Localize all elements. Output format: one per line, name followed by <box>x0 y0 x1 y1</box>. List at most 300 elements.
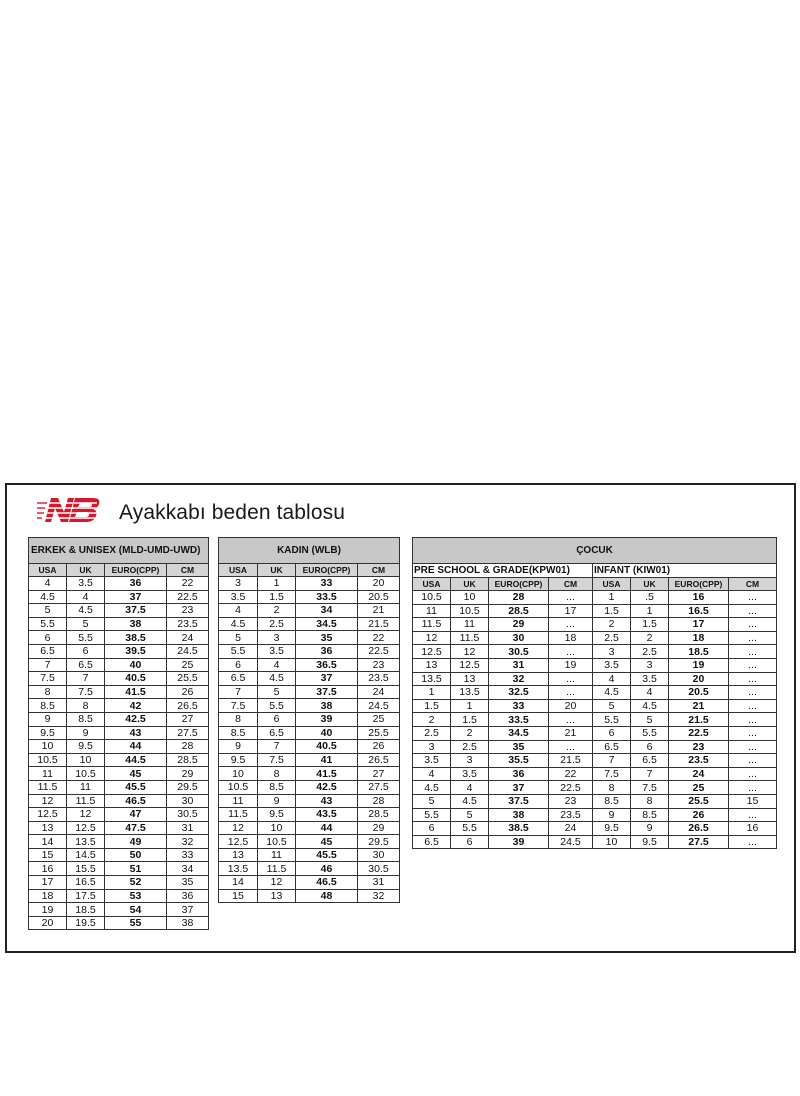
table-cell: 38 <box>105 617 167 631</box>
table-cell: 27.5 <box>167 726 209 740</box>
table-cell: 10.5 <box>219 780 258 794</box>
table-cell: 47 <box>105 808 167 822</box>
table-cell: 46 <box>296 862 358 876</box>
table-cell: 3 <box>593 645 631 659</box>
table-row <box>29 644 209 658</box>
table-cell: 38 <box>489 808 549 822</box>
table-cell: 28.5 <box>358 808 400 822</box>
table-row <box>29 862 209 876</box>
table-cell: 45 <box>296 835 358 849</box>
table-cell: 8 <box>258 767 296 781</box>
table-cell: 3.5 <box>451 767 489 781</box>
table-cell: ... <box>729 767 777 781</box>
infant-subtitle: INFANT (KIW01) <box>593 564 777 578</box>
table-cell: 5 <box>413 794 451 808</box>
table-cell: 40 <box>296 726 358 740</box>
table-cell: 24 <box>669 767 729 781</box>
table-cell: 3.5 <box>413 754 451 768</box>
table-cell: 44 <box>105 740 167 754</box>
table-cell: 27 <box>167 712 209 726</box>
table-cell: 5 <box>219 631 258 645</box>
table-row <box>413 740 777 754</box>
table-cell: ... <box>549 618 593 632</box>
table-cell: 6 <box>258 712 296 726</box>
table-cell: 32.5 <box>489 686 549 700</box>
table-row <box>219 753 400 767</box>
table-cell: 24 <box>358 685 400 699</box>
table-cell: 7 <box>219 685 258 699</box>
table-cell: 18 <box>669 631 729 645</box>
table-cell: 33.5 <box>489 713 549 727</box>
table-cell: 16.5 <box>669 604 729 618</box>
table-cell: 7.5 <box>258 753 296 767</box>
table-cell: ... <box>549 645 593 659</box>
table-cell: 11.5 <box>67 794 105 808</box>
size-chart-frame <box>5 483 796 953</box>
table-row <box>413 835 777 849</box>
table-row <box>29 617 209 631</box>
table-cell: 25 <box>358 712 400 726</box>
table-cell: 12 <box>258 876 296 890</box>
table-cell: 5.5 <box>219 644 258 658</box>
table-cell: 4 <box>451 781 489 795</box>
table-row <box>29 835 209 849</box>
table-cell: 29 <box>167 767 209 781</box>
women-table-title: KADIN (WLB) <box>219 538 400 564</box>
column-header: UK <box>258 564 296 577</box>
table-cell: 54 <box>105 903 167 917</box>
table-cell: 10 <box>451 591 489 605</box>
table-cell: 38.5 <box>489 822 549 836</box>
table-cell: 5.5 <box>258 699 296 713</box>
table-cell: 16 <box>669 591 729 605</box>
table-cell: 7.5 <box>219 699 258 713</box>
table-row <box>29 753 209 767</box>
table-cell: 29.5 <box>358 835 400 849</box>
table-cell: 38 <box>296 699 358 713</box>
table-cell: 15 <box>29 848 67 862</box>
table-cell: 13 <box>451 672 489 686</box>
table-row <box>219 631 400 645</box>
table-cell: 3.5 <box>219 590 258 604</box>
table-cell: ... <box>729 713 777 727</box>
table-cell: 13.5 <box>451 686 489 700</box>
table-cell: 28.5 <box>489 604 549 618</box>
table-cell: 3.5 <box>593 658 631 672</box>
table-cell: 12.5 <box>29 808 67 822</box>
table-cell: 8.5 <box>631 808 669 822</box>
women-size-table <box>218 537 400 903</box>
table-cell: 12.5 <box>219 835 258 849</box>
table-cell: 48 <box>296 889 358 903</box>
table-cell: 1 <box>593 591 631 605</box>
table-cell: 23 <box>669 740 729 754</box>
table-cell: 7.5 <box>29 672 67 686</box>
table-cell: 36 <box>296 644 358 658</box>
table-row <box>219 577 400 591</box>
table-cell: 46.5 <box>296 876 358 890</box>
table-cell: 9 <box>67 726 105 740</box>
table-cell: 12 <box>451 645 489 659</box>
table-cell: 16 <box>729 822 777 836</box>
table-cell: 7 <box>258 740 296 754</box>
table-cell: 6 <box>29 631 67 645</box>
table-cell: 24 <box>167 631 209 645</box>
table-cell: 9.5 <box>631 835 669 849</box>
table-cell: 10 <box>67 753 105 767</box>
table-cell: 3.5 <box>631 672 669 686</box>
table-row <box>29 685 209 699</box>
table-cell: 1.5 <box>631 618 669 632</box>
table-cell: 11.5 <box>413 618 451 632</box>
table-cell: 28.5 <box>167 753 209 767</box>
table-cell: 17 <box>669 618 729 632</box>
table-cell: 18 <box>549 631 593 645</box>
table-row <box>219 808 400 822</box>
table-cell: 13 <box>258 889 296 903</box>
table-row <box>29 658 209 672</box>
table-cell: 16 <box>29 862 67 876</box>
table-cell: 37.5 <box>296 685 358 699</box>
table-cell: 20 <box>358 577 400 591</box>
table-cell: 2.5 <box>593 631 631 645</box>
table-cell: 4.5 <box>413 781 451 795</box>
table-cell: 5 <box>451 808 489 822</box>
table-cell: 23.5 <box>358 672 400 686</box>
table-cell: 37 <box>489 781 549 795</box>
men-table-title: ERKEK & UNISEX (MLD-UMD-UWD) <box>29 538 209 564</box>
table-cell: 5 <box>631 713 669 727</box>
table-cell: 20 <box>29 916 67 930</box>
kids-table-title: ÇOCUK <box>413 538 777 564</box>
table-cell: 10.5 <box>258 835 296 849</box>
table-cell: 13.5 <box>219 862 258 876</box>
table-row <box>219 617 400 631</box>
table-row <box>219 876 400 890</box>
table-cell: 14.5 <box>67 848 105 862</box>
table-cell: 37 <box>105 590 167 604</box>
table-cell: 2.5 <box>413 726 451 740</box>
table-row <box>413 808 777 822</box>
table-cell: 11.5 <box>451 631 489 645</box>
table-cell: 10.5 <box>29 753 67 767</box>
table-row <box>29 808 209 822</box>
table-cell: 1.5 <box>593 604 631 618</box>
table-cell: 26.5 <box>167 699 209 713</box>
table-cell: 35 <box>167 876 209 890</box>
table-cell: 11 <box>67 780 105 794</box>
column-header: UK <box>631 578 669 591</box>
table-cell: 1 <box>631 604 669 618</box>
table-cell: 31 <box>167 821 209 835</box>
table-cell: 31 <box>358 876 400 890</box>
table-cell: 21.5 <box>669 713 729 727</box>
table-cell: 7 <box>593 754 631 768</box>
table-cell: 3 <box>451 754 489 768</box>
table-row <box>219 699 400 713</box>
table-cell: 30 <box>489 631 549 645</box>
table-cell: 2 <box>451 726 489 740</box>
table-cell: 40.5 <box>296 740 358 754</box>
table-cell: 22.5 <box>358 644 400 658</box>
table-cell: 14 <box>219 876 258 890</box>
table-cell: 17 <box>29 876 67 890</box>
table-cell: 11 <box>413 604 451 618</box>
table-cell: 8 <box>631 794 669 808</box>
table-cell: 4 <box>258 658 296 672</box>
table-cell: 5.5 <box>67 631 105 645</box>
table-cell: 2 <box>413 713 451 727</box>
table-cell: 24.5 <box>167 644 209 658</box>
table-cell: ... <box>729 604 777 618</box>
table-cell: 13 <box>413 658 451 672</box>
table-cell: 26.5 <box>358 753 400 767</box>
table-cell: 23 <box>167 604 209 618</box>
table-cell: 9 <box>29 712 67 726</box>
table-cell: 17 <box>549 604 593 618</box>
table-cell: 7.5 <box>593 767 631 781</box>
table-cell: 33.5 <box>296 590 358 604</box>
table-cell: 50 <box>105 848 167 862</box>
table-cell: 38.5 <box>105 631 167 645</box>
table-cell: 45.5 <box>296 848 358 862</box>
table-row <box>29 726 209 740</box>
table-row <box>29 780 209 794</box>
table-cell: 34.5 <box>489 726 549 740</box>
table-cell: 8.5 <box>219 726 258 740</box>
table-row <box>219 685 400 699</box>
table-cell: 9 <box>219 740 258 754</box>
table-cell: ... <box>729 631 777 645</box>
table-cell: ... <box>729 835 777 849</box>
table-cell: 26.5 <box>669 822 729 836</box>
table-cell: 11.5 <box>219 808 258 822</box>
table-cell: 16.5 <box>67 876 105 890</box>
table-cell: 55 <box>105 916 167 930</box>
table-cell: 2 <box>258 604 296 618</box>
table-cell: 46.5 <box>105 794 167 808</box>
table-cell: ... <box>729 645 777 659</box>
table-cell: 5.5 <box>631 726 669 740</box>
table-row <box>219 658 400 672</box>
table-cell: 25.5 <box>669 794 729 808</box>
table-cell: 18 <box>29 889 67 903</box>
table-cell: 35 <box>489 740 549 754</box>
table-cell: 12 <box>29 794 67 808</box>
table-cell: 21 <box>549 726 593 740</box>
table-cell: 24.5 <box>549 835 593 849</box>
table-cell: 6.5 <box>258 726 296 740</box>
table-cell: 19.5 <box>67 916 105 930</box>
table-cell: 13 <box>29 821 67 835</box>
table-cell: 45 <box>105 767 167 781</box>
column-header: EURO(CPP) <box>669 578 729 591</box>
table-cell: ... <box>549 740 593 754</box>
table-cell: 23.5 <box>549 808 593 822</box>
table-cell: 36 <box>105 577 167 591</box>
table-cell: 29 <box>489 618 549 632</box>
table-cell: 2.5 <box>631 645 669 659</box>
column-header: CM <box>729 578 777 591</box>
table-cell: 3 <box>258 631 296 645</box>
table-cell: 5 <box>258 685 296 699</box>
table-cell: 8 <box>219 712 258 726</box>
table-cell: 11.5 <box>29 780 67 794</box>
table-cell: 12 <box>67 808 105 822</box>
table-cell: 4.5 <box>219 617 258 631</box>
table-cell: ... <box>729 781 777 795</box>
table-cell: 7 <box>29 658 67 672</box>
table-row <box>29 876 209 890</box>
table-cell: 2.5 <box>258 617 296 631</box>
table-cell: 44.5 <box>105 753 167 767</box>
table-cell: 26 <box>669 808 729 822</box>
table-cell: 13.5 <box>67 835 105 849</box>
table-cell: 5.5 <box>29 617 67 631</box>
table-cell: 10 <box>593 835 631 849</box>
table-cell: 17.5 <box>67 889 105 903</box>
column-header: USA <box>219 564 258 577</box>
table-cell: 23 <box>549 794 593 808</box>
table-cell: 1.5 <box>451 713 489 727</box>
table-cell: ... <box>729 754 777 768</box>
table-cell: 39 <box>489 835 549 849</box>
table-cell: 4 <box>631 686 669 700</box>
table-cell: 42.5 <box>105 712 167 726</box>
table-cell: ... <box>549 713 593 727</box>
table-cell: 29.5 <box>167 780 209 794</box>
table-cell: 11 <box>451 618 489 632</box>
table-cell: 4 <box>413 767 451 781</box>
table-cell: 22 <box>358 631 400 645</box>
table-cell: 6 <box>67 644 105 658</box>
column-header: CM <box>358 564 400 577</box>
table-cell: 6.5 <box>413 835 451 849</box>
table-row <box>29 699 209 713</box>
column-header: USA <box>593 578 631 591</box>
table-cell: 13.5 <box>413 672 451 686</box>
table-cell: 28 <box>358 794 400 808</box>
table-cell: 39 <box>296 712 358 726</box>
table-row <box>219 794 400 808</box>
table-cell: 32 <box>358 889 400 903</box>
table-cell: 53 <box>105 889 167 903</box>
table-row <box>219 767 400 781</box>
table-cell: 42.5 <box>296 780 358 794</box>
table-cell: 45.5 <box>105 780 167 794</box>
table-cell: ... <box>729 686 777 700</box>
table-row <box>29 672 209 686</box>
table-cell: 6 <box>593 726 631 740</box>
table-cell: 6.5 <box>67 658 105 672</box>
table-cell: 18.5 <box>669 645 729 659</box>
table-cell: ... <box>729 672 777 686</box>
column-header: EURO(CPP) <box>296 564 358 577</box>
table-row <box>413 822 777 836</box>
table-row <box>29 821 209 835</box>
table-cell: 42 <box>105 699 167 713</box>
table-row <box>413 645 777 659</box>
table-cell: 11 <box>219 794 258 808</box>
table-row <box>413 794 777 808</box>
table-cell: 10.5 <box>67 767 105 781</box>
table-cell: 6.5 <box>631 754 669 768</box>
table-cell: 7.5 <box>631 781 669 795</box>
table-cell: ... <box>729 591 777 605</box>
table-cell: 35 <box>296 631 358 645</box>
table-cell: 25.5 <box>358 726 400 740</box>
table-cell: 12 <box>413 631 451 645</box>
kids-size-table <box>412 537 777 849</box>
table-cell: 22 <box>167 577 209 591</box>
table-row <box>219 835 400 849</box>
column-header: UK <box>451 578 489 591</box>
table-cell: 6 <box>413 822 451 836</box>
table-cell: 27.5 <box>358 780 400 794</box>
table-cell: 49 <box>105 835 167 849</box>
table-row <box>219 590 400 604</box>
table-cell: ... <box>729 740 777 754</box>
table-cell: 12.5 <box>413 645 451 659</box>
column-header: UK <box>67 564 105 577</box>
table-cell: 21 <box>669 699 729 713</box>
table-cell: 4.5 <box>29 590 67 604</box>
table-cell: 9 <box>258 794 296 808</box>
table-cell: 10 <box>29 740 67 754</box>
table-cell: 41 <box>296 753 358 767</box>
column-header: CM <box>167 564 209 577</box>
table-cell: 6 <box>219 658 258 672</box>
table-cell: 28 <box>489 591 549 605</box>
table-row <box>29 794 209 808</box>
table-cell: 32 <box>489 672 549 686</box>
table-cell: 25.5 <box>167 672 209 686</box>
table-cell: 26 <box>167 685 209 699</box>
table-row <box>413 726 777 740</box>
table-cell: 34 <box>167 862 209 876</box>
table-cell: 19 <box>29 903 67 917</box>
table-cell: 25 <box>167 658 209 672</box>
table-row <box>29 903 209 917</box>
table-cell: 27 <box>358 767 400 781</box>
table-cell: ... <box>549 672 593 686</box>
table-cell: 35.5 <box>489 754 549 768</box>
table-row <box>413 686 777 700</box>
table-cell: 15.5 <box>67 862 105 876</box>
table-cell: 12.5 <box>67 821 105 835</box>
table-cell: 33 <box>489 699 549 713</box>
table-cell: 11 <box>29 767 67 781</box>
table-cell: 30 <box>358 848 400 862</box>
table-cell: 10 <box>258 821 296 835</box>
table-cell: 43 <box>105 726 167 740</box>
table-cell: 5.5 <box>413 808 451 822</box>
table-cell: 1.5 <box>258 590 296 604</box>
table-cell: 7 <box>631 767 669 781</box>
table-cell: 4.5 <box>631 699 669 713</box>
table-cell: 12 <box>219 821 258 835</box>
table-cell: 4 <box>29 577 67 591</box>
table-cell: 22.5 <box>669 726 729 740</box>
table-cell: 10.5 <box>413 591 451 605</box>
table-cell: 2 <box>631 631 669 645</box>
table-cell: 6.5 <box>219 672 258 686</box>
table-cell: 6 <box>631 740 669 754</box>
table-cell: 22 <box>549 767 593 781</box>
table-cell: 24.5 <box>358 699 400 713</box>
table-cell: 3.5 <box>67 577 105 591</box>
table-cell: 1.5 <box>413 699 451 713</box>
